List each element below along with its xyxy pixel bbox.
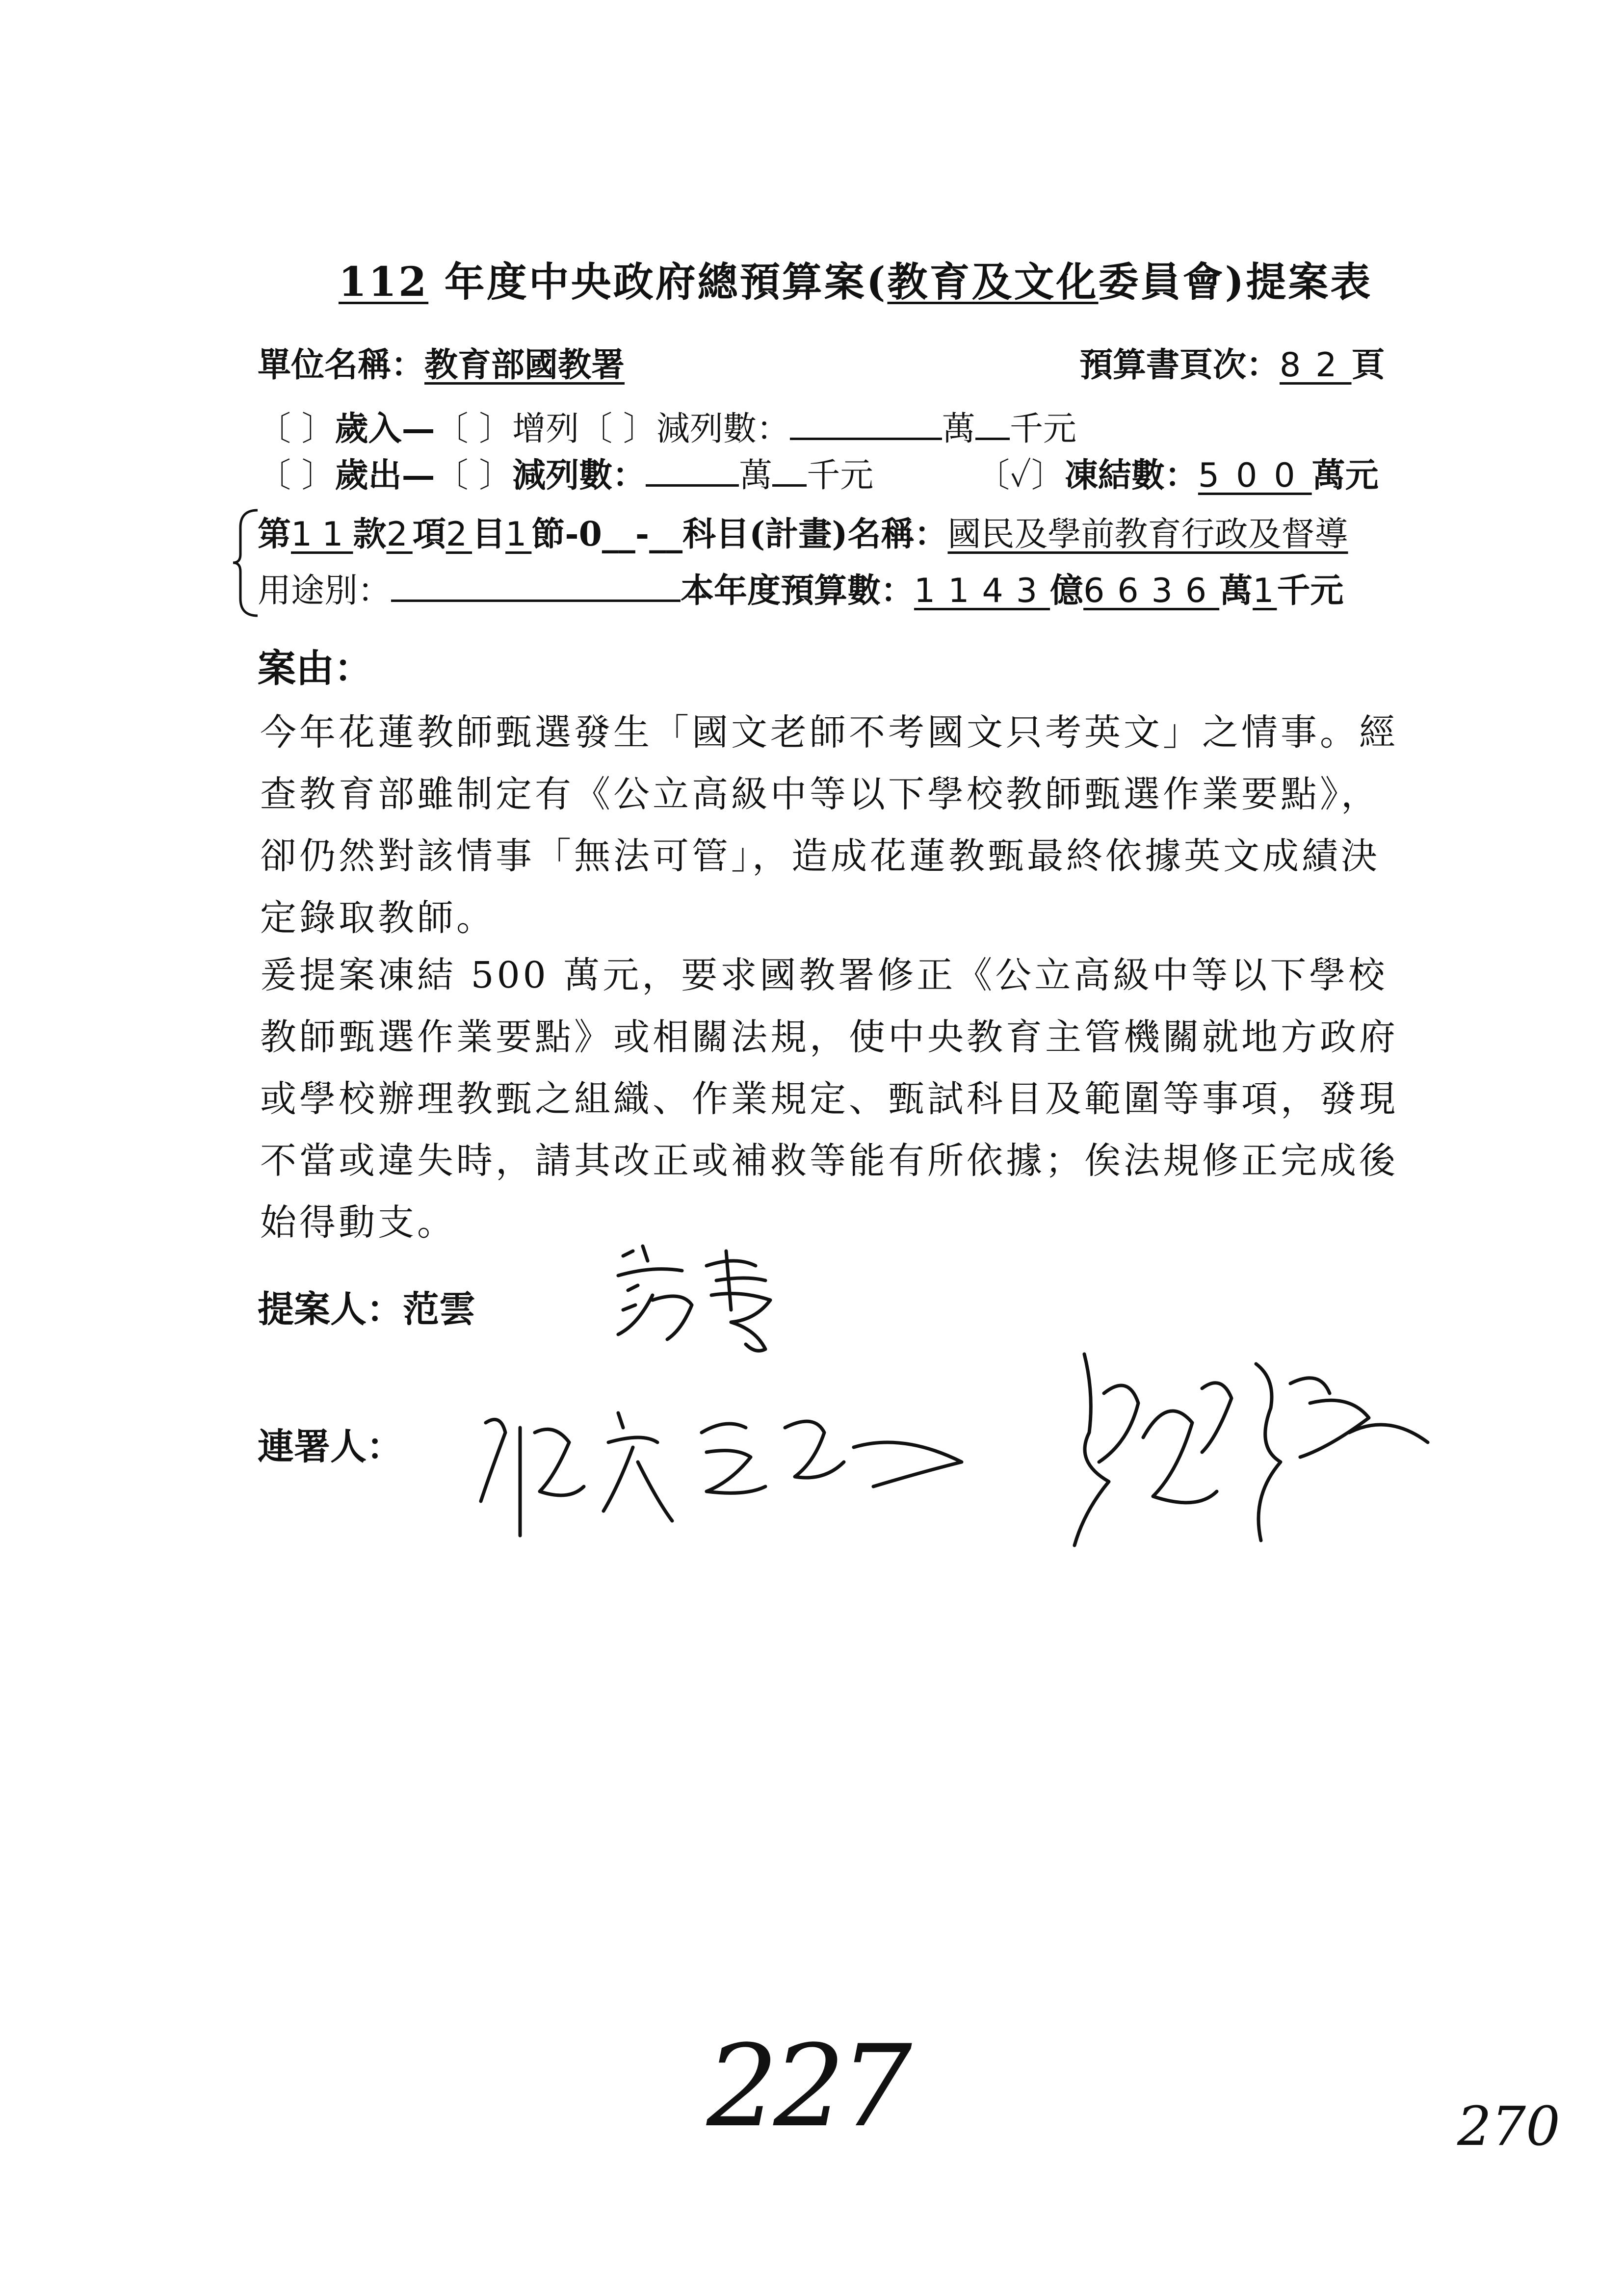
expense-label: 歲出—	[335, 456, 435, 495]
proposer-name: 范雲	[403, 1288, 475, 1331]
cosigner-signature-2	[1055, 1334, 1447, 1590]
section-p4: 目	[472, 515, 506, 554]
revenue-wan: 萬	[942, 410, 975, 448]
expense-line	[258, 449, 873, 496]
freeze-checkbox: 〔✓〕	[976, 456, 1065, 495]
title-text-a: 年度中央政府總預算案(	[428, 259, 888, 306]
section-p3: 項	[412, 515, 446, 554]
section-xiang: 2	[386, 515, 413, 554]
cosigner-label: 連署人：	[258, 1426, 403, 1468]
budget-qian-value: 1	[1253, 572, 1277, 610]
cosigner-signature-1	[471, 1374, 1011, 1570]
program-name: 國民及學前教育行政及督導	[947, 515, 1348, 554]
decrease-label: 減列數：	[656, 410, 790, 448]
page-ref-suffix: 頁	[1351, 345, 1385, 385]
increase-checkbox: 〔 〕	[435, 410, 513, 448]
expense-decrease-label: 減列數：	[512, 456, 646, 495]
unit-label: 單位名稱：	[258, 345, 425, 385]
budget-yi: 億	[1050, 571, 1084, 610]
revenue-qian: 千元	[1009, 410, 1076, 448]
expense-wan: 萬	[739, 456, 773, 495]
unit-value: 教育部國教署	[424, 345, 625, 385]
usage-blank	[391, 569, 681, 602]
page-ref-label: 預算書頁次：	[1079, 345, 1280, 385]
handwritten-corner-number: 270	[1457, 2095, 1560, 2158]
reason-paragraph-1: 今年花蓮教師甄選發生「國文老師不考國文只考英文」之情事。經查教育部雖制定有《公立高級中等以下學校教師甄選作業要點》，卻仍然對該情事「無法可管」，造成花蓮教甄最終依據英文成績決定錄取教師。	[260, 711, 1398, 939]
section-kuan: 11	[291, 515, 353, 554]
increase-label: 增列	[512, 410, 579, 448]
expense-qian-blank	[772, 454, 807, 487]
budget-qian: 千元	[1277, 571, 1344, 610]
freeze-unit: 萬元	[1311, 456, 1379, 495]
expense-qian: 千元	[807, 456, 874, 495]
title-year: 112	[339, 259, 429, 306]
expense-checkbox: 〔 〕	[258, 456, 335, 495]
freeze-value: 500	[1198, 456, 1312, 495]
decrease-checkbox: 〔 〕	[579, 410, 656, 448]
revenue-label: 歲入—	[335, 409, 435, 448]
title-text-b: 委員會)提案表	[1098, 259, 1373, 306]
budget-wan-value: 6636	[1083, 572, 1220, 610]
reason-paragraph-2: 爰提案凍結 500 萬元，要求國教署修正《公立高級中等以下學校教師甄選作業要點》或相關法規，使中央教育主管機關就地方政府或學校辦理教甄之組織、作業規定、甄試科目及範圍等事項，發現不當或違失時，請其改正或補救等能有所依據；俟法規修正完成後始得動支。	[260, 954, 1398, 1244]
handwritten-page-number: 227	[707, 2021, 907, 2152]
section-p5: 節-0__-__科目(計畫)名稱：	[531, 515, 948, 554]
revenue-checkbox: 〔 〕	[258, 410, 335, 448]
freeze-label: 凍結數：	[1064, 456, 1198, 495]
section-mu: 2	[445, 515, 472, 554]
reason-heading: 案由：	[258, 646, 373, 691]
proposer-row	[258, 1280, 475, 1332]
proposer-label: 提案人：	[258, 1288, 403, 1331]
revenue-line	[258, 402, 1076, 450]
title-committee: 教育及文化	[887, 259, 1099, 306]
expense-decrease-checkbox: 〔 〕	[435, 456, 513, 495]
expense-wan-blank	[646, 454, 739, 487]
proposer-signature	[608, 1236, 814, 1354]
revenue-qian-blank	[975, 407, 1010, 440]
budget-label: 本年度預算數：	[681, 571, 915, 610]
document-title	[339, 250, 1372, 308]
bracket-line	[231, 508, 260, 618]
revenue-wan-blank	[790, 407, 942, 440]
section-jie: 1	[505, 515, 532, 554]
usage-label: 用途別：	[258, 572, 392, 610]
page-ref-value: 82	[1280, 346, 1352, 385]
freeze-group	[976, 449, 1379, 496]
budget-yi-value: 1143	[914, 572, 1050, 610]
budget-wan: 萬	[1219, 571, 1253, 610]
unit-row	[258, 339, 625, 386]
section-p1: 第	[258, 515, 291, 554]
section-p2: 款	[353, 515, 387, 554]
usage-line	[258, 564, 1343, 612]
section-line	[258, 508, 1348, 555]
page-ref-row	[1079, 339, 1385, 386]
